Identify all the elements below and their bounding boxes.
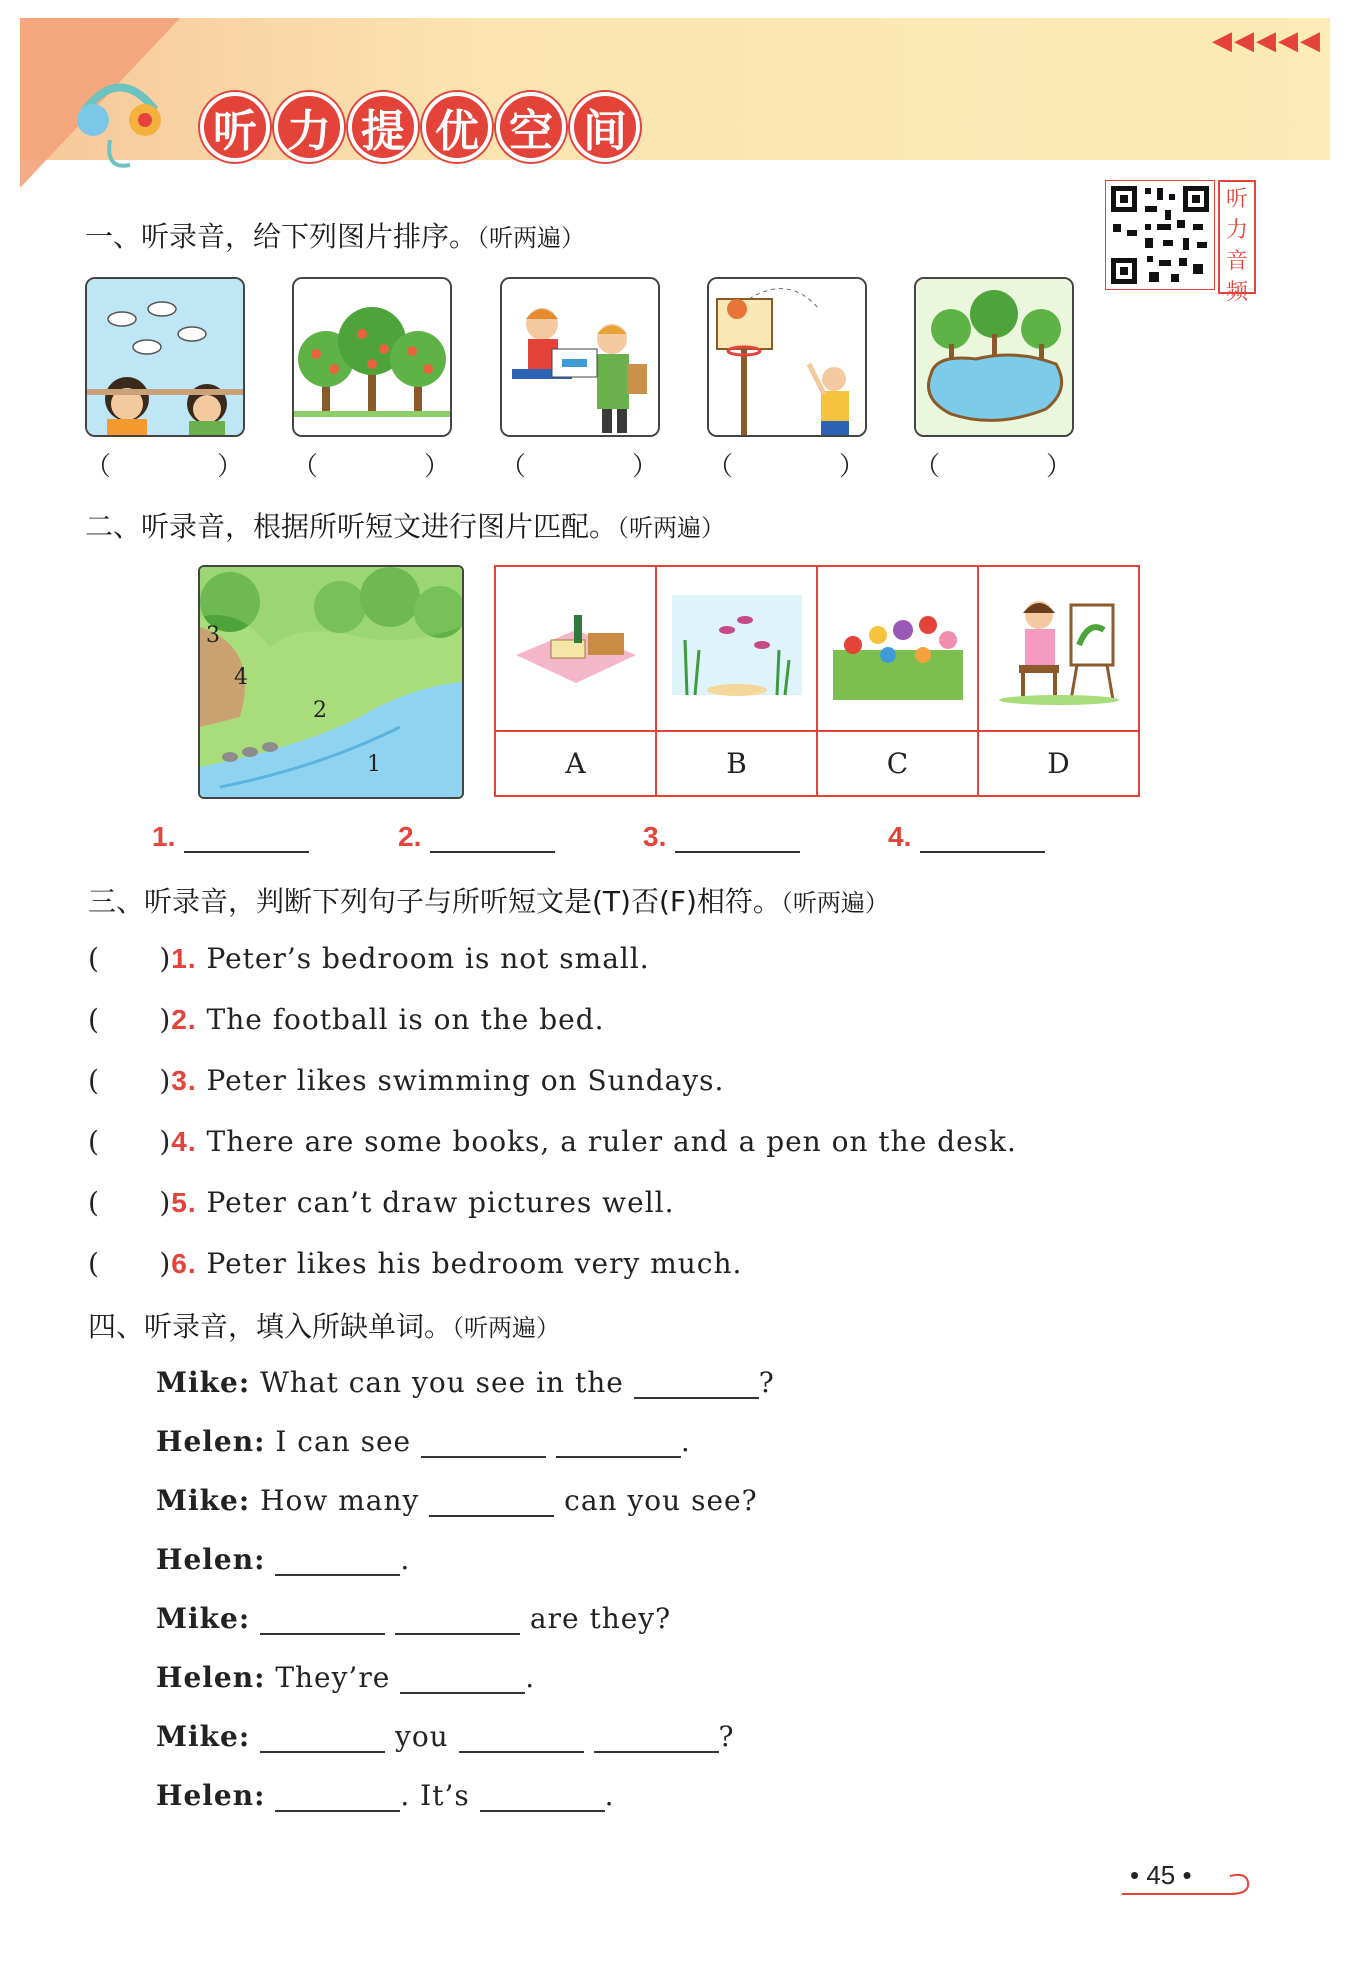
tf-number: 2.	[171, 1004, 197, 1035]
match-answer-2	[398, 820, 555, 853]
tf-paren[interactable]: ( )	[88, 1064, 172, 1097]
qr-label-char: 听	[1225, 187, 1248, 212]
dialogue-line-7	[156, 1720, 735, 1753]
section4-title: 四、听录音，填入所缺单词。	[88, 1310, 453, 1343]
section2-title: 二、听录音，根据所听短文进行图片匹配。	[85, 510, 618, 543]
option-label-b: B	[656, 731, 817, 796]
picture-apple-trees	[292, 277, 452, 437]
fill-blank[interactable]	[556, 1426, 681, 1458]
fill-blank[interactable]	[275, 1544, 400, 1576]
answer-paren[interactable]: （ ）	[500, 452, 699, 482]
flowers-icon	[828, 590, 968, 700]
option-aquarium-picture	[656, 566, 817, 731]
section3-heading	[88, 880, 889, 920]
dialogue-text: .	[604, 1779, 615, 1812]
fill-blank[interactable]	[480, 1780, 605, 1812]
dialogue-line-8	[156, 1779, 615, 1812]
title-char: 力	[274, 92, 344, 162]
dialogue-text: ?	[718, 1720, 735, 1753]
page-title	[200, 92, 640, 162]
answer-blank[interactable]	[184, 821, 309, 853]
answer-paren[interactable]: （ ）	[914, 452, 1113, 482]
tf-number: 4.	[171, 1126, 197, 1157]
map-number-2: 2	[313, 698, 327, 723]
dialogue-line-1	[156, 1366, 775, 1399]
fill-blank[interactable]	[400, 1662, 525, 1694]
dialogue-text: How many	[260, 1484, 420, 1517]
answer-number: 4.	[888, 821, 912, 852]
speaker-name: Helen:	[156, 1425, 266, 1458]
tf-sentence: Peter can’t draw pictures well.	[206, 1186, 675, 1219]
dialogue-text: ?	[758, 1366, 775, 1399]
dialogue-text: . It’s	[400, 1779, 470, 1812]
qr-label-char: 音	[1225, 249, 1248, 274]
tf-sentence: The football is on the bed.	[206, 1003, 605, 1036]
dialogue-text: can you see?	[564, 1484, 758, 1517]
matching-table	[494, 565, 1140, 797]
aquarium-icon	[667, 590, 807, 700]
answer-blank[interactable]	[920, 821, 1045, 853]
option-picnic-picture	[495, 566, 656, 731]
tf-item-2	[88, 1003, 605, 1036]
tf-item-6	[88, 1247, 742, 1280]
speaker-name: Mike:	[156, 1602, 251, 1635]
option-label-d: D	[978, 731, 1139, 796]
option-label-c: C	[817, 731, 978, 796]
dialogue-line-4	[156, 1543, 410, 1576]
fill-blank[interactable]	[429, 1485, 554, 1517]
answer-paren[interactable]: （ ）	[85, 452, 284, 482]
dialogue-text: .	[525, 1661, 536, 1694]
section4-note: （听两遍）	[452, 1314, 561, 1342]
fill-blank[interactable]	[421, 1426, 546, 1458]
arrows-decoration: ◀◀◀◀◀	[1212, 26, 1322, 56]
fill-blank[interactable]	[260, 1603, 385, 1635]
section3-title: 三、听录音，判断下列句子与所听短文是(T)否(F)相符。	[88, 885, 781, 918]
tf-sentence: Peter likes his bedroom very much.	[206, 1247, 743, 1280]
speaker-name: Helen:	[156, 1779, 266, 1812]
fill-blank[interactable]	[634, 1367, 759, 1399]
qr-label-char: 频	[1225, 280, 1248, 305]
section1-heading	[85, 215, 585, 255]
option-painting-picture	[978, 566, 1139, 731]
dialogue-line-6	[156, 1661, 535, 1694]
section2-note: （听两遍）	[617, 514, 726, 542]
map-number-3: 3	[206, 623, 220, 648]
tf-paren[interactable]: ( )	[88, 1003, 172, 1036]
match-answer-4	[888, 820, 1045, 853]
tf-sentence: Peter’s bedroom is not small.	[206, 942, 650, 975]
dialogue-line-2	[156, 1425, 691, 1458]
fill-blank[interactable]	[260, 1721, 385, 1753]
tf-paren[interactable]: ( )	[88, 1125, 172, 1158]
tf-sentence: Peter likes swimming on Sundays.	[206, 1064, 725, 1097]
dialogue-line-3	[156, 1484, 758, 1517]
tf-number: 6.	[171, 1248, 197, 1279]
tf-item-3	[88, 1064, 724, 1097]
tf-item-5	[88, 1186, 675, 1219]
picture-swans-and-children	[85, 277, 245, 437]
tf-number: 1.	[171, 943, 197, 974]
title-char: 优	[422, 92, 492, 162]
tf-paren[interactable]: ( )	[88, 1247, 172, 1280]
dialogue-text: .	[400, 1543, 411, 1576]
speaker-name: Mike:	[156, 1484, 251, 1517]
answer-number: 3.	[643, 821, 667, 852]
tf-sentence: There are some books, a ruler and a pen on the desk.	[206, 1125, 1017, 1158]
section2-heading	[85, 505, 725, 545]
speaker-name: Mike:	[156, 1366, 251, 1399]
girl-painting-icon	[989, 585, 1129, 705]
answer-blank[interactable]	[675, 821, 800, 853]
page-swoosh-icon	[1120, 1868, 1255, 1898]
title-char: 空	[496, 92, 566, 162]
tf-number: 5.	[171, 1187, 197, 1218]
speaker-name: Mike:	[156, 1720, 251, 1753]
dialogue-text: you	[395, 1720, 449, 1753]
picture-trees-and-pond	[914, 277, 1074, 437]
dialogue-text: What can you see in the	[260, 1366, 624, 1399]
tf-item-1	[88, 942, 650, 975]
title-char: 提	[348, 92, 418, 162]
tf-number: 3.	[171, 1065, 197, 1096]
tf-paren[interactable]: ( )	[88, 1186, 172, 1219]
map-number-4: 4	[234, 665, 248, 690]
dialogue-text: They’re	[275, 1661, 391, 1694]
picture-boys-with-toy-plane	[500, 277, 660, 437]
qr-code-icon[interactable]	[1105, 180, 1215, 290]
match-answer-1	[152, 820, 309, 853]
answer-number: 1.	[152, 821, 176, 852]
match-answer-3	[643, 820, 800, 853]
title-char: 间	[570, 92, 640, 162]
fill-blank[interactable]	[594, 1721, 719, 1753]
picnic-icon	[506, 595, 646, 695]
answer-blank[interactable]	[430, 821, 555, 853]
fill-blank[interactable]	[459, 1721, 584, 1753]
dialogue-text: I can see	[275, 1425, 412, 1458]
fill-blank[interactable]	[275, 1780, 400, 1812]
title-char: 听	[200, 92, 270, 162]
tf-item-4	[88, 1125, 1017, 1158]
speaker-name: Helen:	[156, 1543, 266, 1576]
dialogue-text: .	[680, 1425, 691, 1458]
section3-note: （听两遍）	[780, 889, 889, 917]
answer-paren[interactable]: （ ）	[292, 452, 491, 482]
page-number: • 45 •	[1130, 1860, 1192, 1890]
qr-label	[1218, 180, 1256, 305]
section1-title: 一、听录音，给下列图片排序。	[85, 220, 478, 253]
fill-blank[interactable]	[395, 1603, 520, 1635]
dialogue-text: are they?	[529, 1602, 672, 1635]
qr-label-char: 力	[1225, 218, 1248, 243]
section4-heading	[88, 1305, 560, 1345]
headphones-icon	[75, 70, 165, 180]
option-flowers-picture	[817, 566, 978, 731]
picture-basketball-player	[707, 277, 867, 437]
map-number-1: 1	[367, 752, 381, 777]
tf-paren[interactable]: ( )	[88, 942, 172, 975]
dialogue-line-5	[156, 1602, 671, 1635]
answer-number: 2.	[398, 821, 422, 852]
option-label-a: A	[495, 731, 656, 796]
section1-note: （听两遍）	[477, 224, 586, 252]
answer-paren[interactable]: （ ）	[707, 452, 906, 482]
speaker-name: Helen:	[156, 1661, 266, 1694]
